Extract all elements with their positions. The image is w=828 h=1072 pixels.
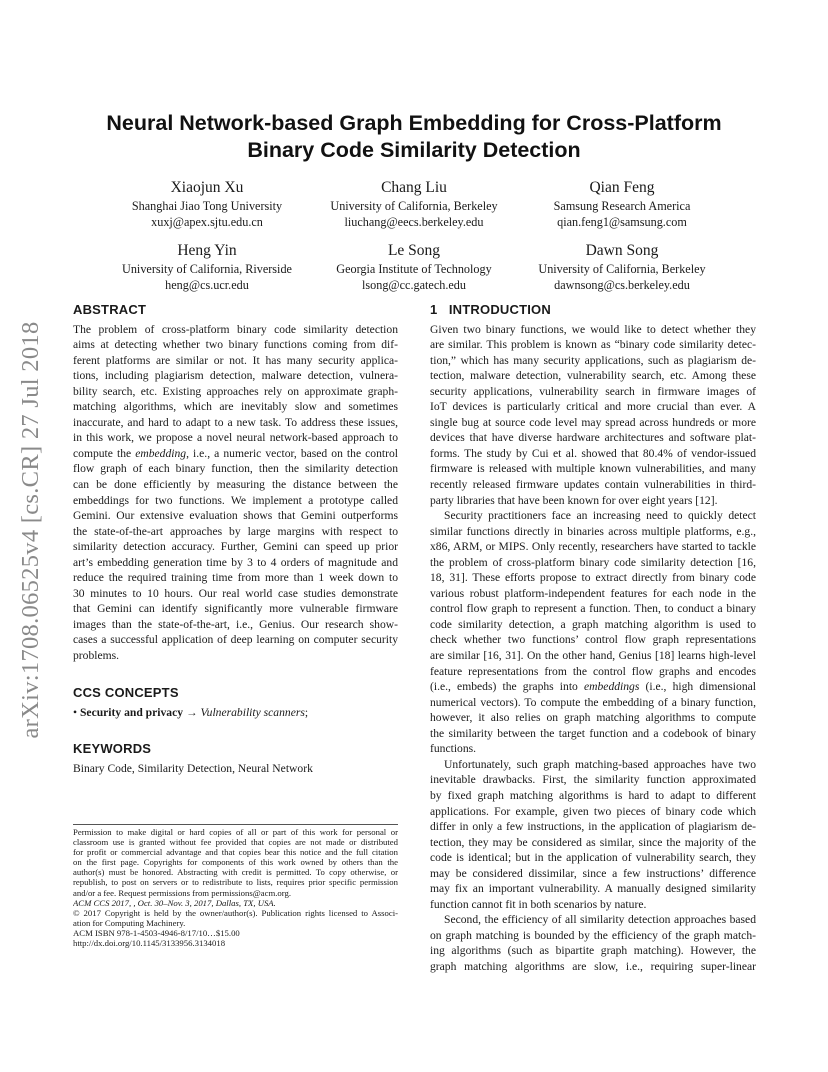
intro-line: Security practitioners face an increasing need to quickly detect: [444, 509, 756, 523]
ccs-end: ;: [304, 706, 309, 720]
intro-line: functions.: [430, 742, 477, 756]
footnote-line: author(s) must be honored. Abstracting with credit is permitted. To copy otherwise, or: [73, 867, 398, 878]
intro-paragraph: [430, 322, 756, 509]
intro-line: by fixed graph matching algorithms is hard to adapt to different: [430, 788, 756, 802]
intro-line: (i.e., embeds) the graphs into embeddings (i.e., high dimensional: [430, 680, 756, 694]
paper-title: [70, 110, 758, 164]
abstract-line: ferent platforms are similar or not. It has many security applica-: [73, 353, 398, 367]
abstract-line: tions, including plagiarism detection, malware detection, vulnera-: [73, 369, 398, 383]
intro-line: control flow graph to represent a function. Then, to conduct a binary: [430, 602, 756, 616]
intro-line: firmware is released with multiple known vulnerabilities, and many: [430, 462, 756, 476]
intro-line: party libraries that have been known for over eight years [12].: [430, 493, 718, 507]
section-number: 1: [430, 302, 438, 317]
abstract-heading: ABSTRACT: [73, 302, 147, 317]
author-name: Dawn Song: [585, 242, 659, 259]
abstract-line: can be done efficiently by measuring the distance between the: [73, 478, 398, 492]
author-email: heng@cs.ucr.edu: [165, 278, 249, 292]
abstract-line: in this work, we propose a novel neural network-based approach to: [73, 431, 398, 445]
footnote-line: and/or a fee. Request permissions from permissions@acm.org.: [73, 887, 291, 898]
abstract-line: similarity detection accuracy. Further, Gemini can speed up prior: [73, 540, 398, 554]
author-block: [497, 178, 747, 230]
author-affiliation: Georgia Institute of Technology: [336, 262, 492, 276]
ccs-heading: CCS CONCEPTS: [73, 684, 179, 700]
abstract-line: cases a successful application of deep learning on computer security: [73, 633, 398, 647]
intro-line: 18, 31]. These efforts propose to extract directly from binary code: [430, 571, 756, 585]
introduction-heading: [430, 302, 756, 318]
arxiv-identifier: arXiv:1708.06525v4 [cs.CR] 27 Jul 2018: [17, 321, 44, 739]
intro-line: x86, ARM, or MIPS. Only recently, researchers have started to tackle: [430, 540, 756, 554]
abstract-line: art’s embedding generation time by 3 to 4 orders of magnitude and: [73, 555, 398, 569]
ccs-subconcept: Vulnerability scanners: [200, 706, 305, 720]
intro-line: tection, malware detection, vulnerability search, etc. Among these: [430, 369, 756, 383]
author-affiliation: University of California, Riverside: [122, 262, 292, 276]
intro-line: graph matching algorithms are slow, i.e., requiring super-linear: [430, 959, 756, 973]
abstract-line: flow graph of each binary function, then the similarity detection: [73, 462, 398, 476]
keywords-text: Binary Code, Similarity Detection, Neural Network: [73, 762, 313, 776]
author-affiliation: Shanghai Jiao Tong University: [131, 199, 283, 213]
footnote-line: http://dx.doi.org/10.1145/3133956.3134018: [73, 938, 226, 949]
abstract-body: [73, 322, 398, 664]
intro-line: Unfortunately, such graph matching-based approaches have two: [444, 757, 756, 771]
intro-line: are similar [16, 31]. On the other hand, Genius [18] learns high-level: [430, 649, 756, 663]
abstract-line: 30 minutes to 10 hours. Our real world case studies demonstrate: [73, 586, 398, 600]
intro-line: forms. The study by Cui et al. showed that 80.4% of vendor-issued: [430, 446, 756, 460]
footnote-line: ACM CCS 2017, , Oct. 30–Nov. 3, 2017, Dallas, TX, USA.: [73, 897, 276, 908]
author-email: dawnsong@cs.berkeley.edu: [554, 278, 690, 292]
abstract-line: compute the embedding, i.e., a numeric vector, based on the control: [73, 446, 398, 460]
intro-line: inevitable drawbacks. First, the similarity function approximated: [430, 773, 756, 787]
intro-line: may be considered dissimilar, since a few instructions’ difference: [430, 866, 756, 880]
abstract-line: embeddings for two functions. We implement a prototype called: [73, 493, 398, 507]
footnote-line: © 2017 Copyright is held by the owner/author(s). Publication rights licensed to Associ-: [73, 907, 398, 918]
section-title: INTRODUCTION: [448, 302, 551, 317]
intro-line: differ in only a few instructions, in the application of plagiarism de-: [430, 820, 756, 834]
author-name: Xiaojun Xu: [170, 179, 244, 196]
intro-line: are similar. This problem is known as “binary code similarity detec-: [430, 338, 756, 352]
intro-line: code similarity detection, a graph matching algorithm is used to: [430, 617, 756, 631]
intro-line: recently released firmware updates contain vulnerabilities in third-: [430, 478, 756, 492]
intro-line: ing algorithms (such as bipartite graph matching). However, the: [430, 944, 756, 958]
abstract-line: aims at detecting whether two binary functions coming from dif-: [73, 338, 398, 352]
author-email: liuchang@eecs.berkeley.edu: [344, 215, 484, 229]
footnote-line: ACM ISBN 978-1-4503-4946-8/17/10…$15.00: [73, 927, 240, 938]
ccs-bullet: •: [73, 706, 78, 720]
title-line: Binary Code Similarity Detection: [247, 138, 581, 162]
author-affiliation: Samsung Research America: [553, 199, 691, 213]
intro-line: the problem of cross-platform binary code similarity detection [16,: [430, 555, 756, 569]
author-name: Qian Feng: [589, 179, 655, 196]
intro-line: on graph matching is bounded by the efficiency of the graph match-: [430, 928, 756, 942]
ccs-concept: Security and privacy: [79, 706, 184, 720]
author-affiliation: University of California, Berkeley: [538, 262, 706, 276]
footnote-line: classroom use is granted without fee provided that copies are not made or distributed: [73, 837, 398, 848]
author-email: lsong@cc.gatech.edu: [362, 278, 466, 292]
footnote-line: on the first page. Copyrights for components of this work owned by others than the: [73, 857, 398, 868]
footnote-line: ation for Computing Machinery.: [73, 917, 186, 928]
author-email: qian.feng1@samsung.com: [557, 215, 687, 229]
footnote-body: [73, 825, 398, 948]
left-column: [73, 302, 398, 777]
intro-line: single bug at source code level may spread across hundreds or more: [430, 415, 756, 429]
intro-line: check whether two functions’ control flow graph representations: [430, 633, 756, 647]
ccs-concepts: [73, 705, 398, 721]
intro-line: devices that have diverse hardware architectures and software plat-: [430, 431, 756, 445]
abstract-line: inaccurate, and hard to adapt to a new task. To address these issues,: [73, 415, 398, 429]
title-line: Neural Network-based Graph Embedding for Cross-Platform: [106, 111, 722, 135]
intro-line: numerical vectors). To compute the embedding of a binary function,: [430, 695, 756, 709]
author-name: Le Song: [387, 242, 441, 259]
intro-line: various robust platform-independent features for each node in the: [430, 586, 756, 600]
abstract-line: the state-of-the-art approaches by large margins with respect to: [73, 524, 398, 538]
abstract-line: problems.: [73, 649, 120, 663]
intro-line: the similarity between the target function and a codebook of binary: [430, 726, 756, 740]
intro-line: similar functions directly in binaries across multiple platforms, e.g.,: [430, 524, 756, 538]
intro-line: tection, they may be considered as similar, since the majority of the: [430, 835, 756, 849]
intro-paragraph: [430, 508, 756, 757]
abstract-line: bility search, etc. Existing approaches rely on approximate graph-: [73, 384, 398, 398]
footnote-line: for profit or commercial advantage and that copies bear this notice and the full citation: [73, 847, 398, 858]
author-block: [497, 241, 747, 293]
intro-line: may fix an important vulnerability. A manually designed similarity: [430, 882, 756, 896]
intro-paragraph: [430, 912, 756, 974]
abstract-line: that Gemini can identify significantly more vulnerable firmware: [73, 602, 398, 616]
intro-line: Second, the efficiency of all similarity detection approaches based: [444, 913, 756, 927]
footnote-line: Permission to make digital or hard copies of all or part of this work for personal or: [73, 827, 398, 837]
author-affiliation: University of California, Berkeley: [330, 199, 498, 213]
right-column: [430, 302, 756, 975]
copyright-footnote: [73, 824, 398, 948]
intro-line: IoT devices is particularly critical and more crucial than ever. A: [430, 400, 756, 414]
intro-line: security applications, vulnerability search in firmware images of: [430, 384, 756, 398]
intro-line: function cannot fit in both scenarios by nature.: [430, 897, 647, 911]
abstract-line: The problem of cross-platform binary code similarity detection: [73, 322, 398, 336]
keywords-heading: KEYWORDS: [73, 740, 152, 756]
abstract-line: matching algorithms, which are inevitably slow and sometimes: [73, 400, 398, 414]
intro-line: feature representations from the control flow graphs and encodes: [430, 664, 756, 678]
author-email: xuxj@apex.sjtu.edu.cn: [151, 215, 263, 229]
abstract-line: Gemini. Our extensive evaluation shows that Gemini outperforms: [73, 509, 398, 523]
footnote-line: republish, to post on servers or to redistribute to lists, requires prior specific permission: [73, 877, 398, 888]
intro-line: however, it also relies on graph matching algorithms to compute: [430, 711, 756, 725]
intro-line: applications. For example, given two pieces of binary code which: [430, 804, 756, 818]
intro-line: tion,” which has many security applications, such as plagiarism de-: [430, 353, 756, 367]
author-name: Heng Yin: [177, 242, 237, 259]
abstract-line: reduce the required training time from more than 1 week down to: [73, 571, 398, 585]
intro-paragraph: [430, 757, 756, 912]
abstract-line: images than the state-of-the-art, i.e., Genius. Our research show-: [73, 617, 398, 631]
ccs-arrow: →: [185, 706, 198, 720]
author-name: Chang Liu: [381, 179, 447, 196]
intro-line: code is identical; but in the application of vulnerability search, they: [430, 851, 756, 865]
intro-line: Given two binary functions, we would like to detect whether they: [430, 322, 756, 336]
